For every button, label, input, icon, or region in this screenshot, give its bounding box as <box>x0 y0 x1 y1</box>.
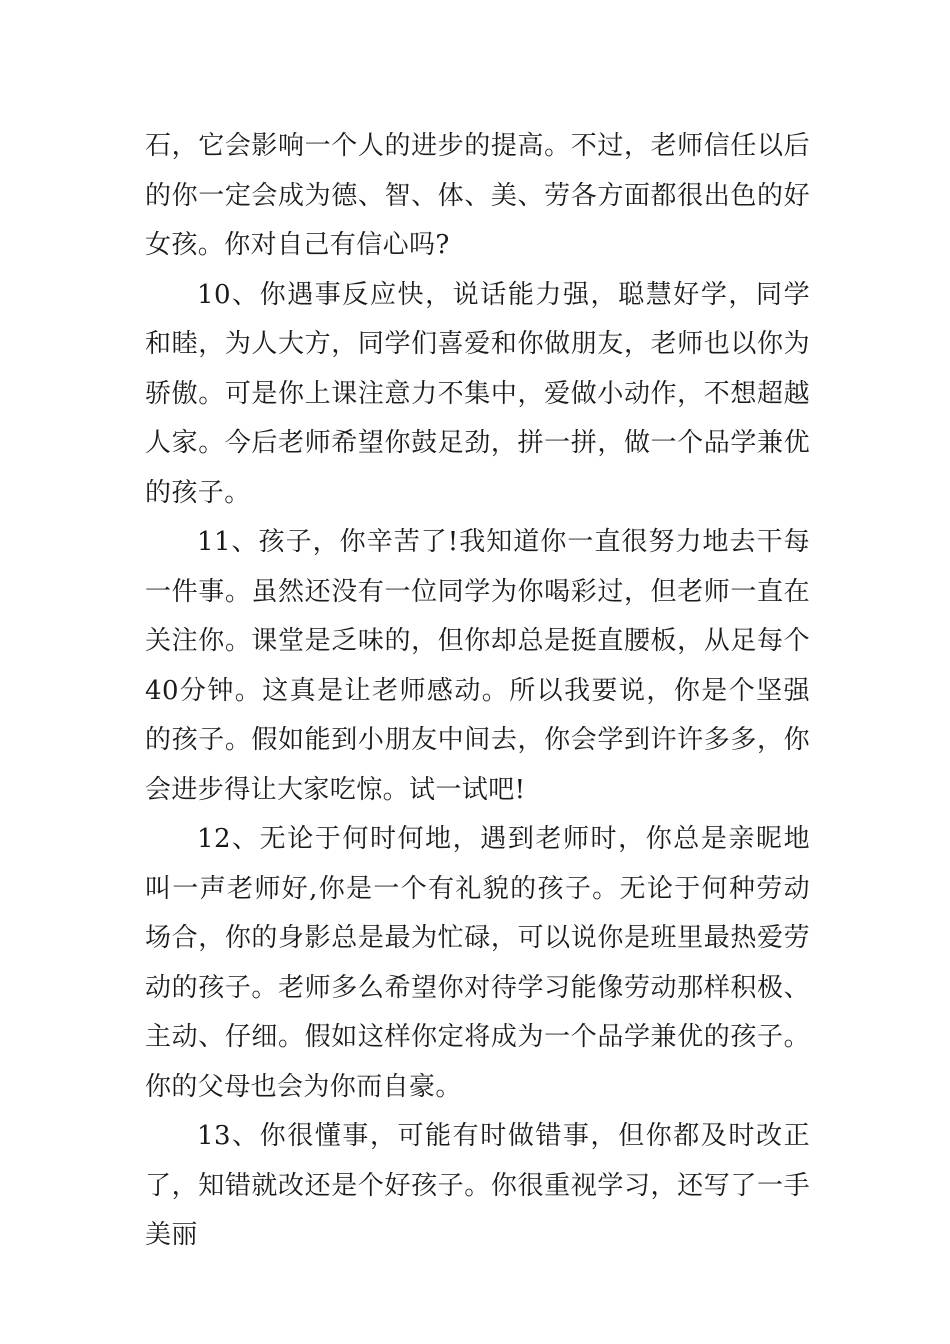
paragraph-item-10: 10、你遇事反应快，说话能力强，聪慧好学，同学和睦，为人大方，同学们喜爱和你做朋友，老师也以你为骄傲。可是你上课注意力不集中，爱做小动作，不想超越人家。今后老师希望你鼓足劲，拼一拼，做一个品学兼优的孩子。 <box>145 279 810 508</box>
paragraph-continued: 石，它会影响一个人的进步的提高。不过，老师信任以后的你一定会成为德、智、体、美、劳各方面都很出色的好女孩。你对自己有信心吗? <box>145 131 810 260</box>
paragraph-item-13: 13、你很懂事，可能有时做错事，但你都及时改正了，知错就改还是个好孩子。你很重视学习，还写了一手美丽 <box>145 1121 810 1250</box>
paragraph-item-11: 11、孩子，你辛苦了!我知道你一直很努力地去干每一件事。虽然还没有一位同学为你喝彩过，但老师一直在关注你。课堂是乏味的，但你却总是挺直腰板，从足每个40分钟。这真是让老师感动。所以我要说，你是个坚强的孩子。假如能到小朋友中间去，你会学到许许多多，你会进步得让大家吃惊。试一试吧! <box>145 527 810 805</box>
document-body <box>145 122 810 1261</box>
paragraph-item-12: 12、无论于何时何地，遇到老师时，你总是亲昵地叫一声老师好,你是一个有礼貌的孩子。无论于何种劳动场合，你的身影总是最为忙碌，可以说你是班里最热爱劳动的孩子。老师多么希望你对待学习能像劳动那样积极、主动、仔细。假如这样你定将成为一个品学兼优的孩子。你的父母也会为你而自豪。 <box>145 824 810 1102</box>
